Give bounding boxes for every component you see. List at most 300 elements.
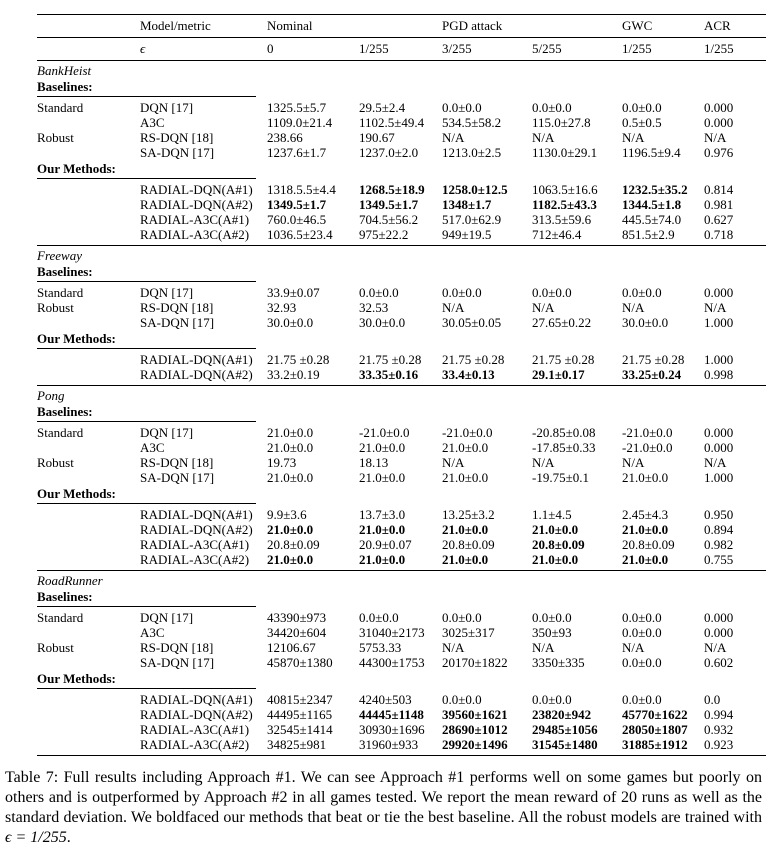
value-gwc-1-255: 1344.5±1.8 — [622, 197, 682, 212]
our-methods-rule — [37, 178, 256, 179]
value-gwc-1-255: 0.0±0.0 — [622, 625, 662, 640]
value-gwc-1-255: -21.0±0.0 — [622, 425, 673, 440]
baselines-label: Baselines: — [37, 589, 93, 604]
value-gwc-1-255: 20.8±0.09 — [622, 537, 675, 552]
value-pgd-3-255: 29920±1496 — [442, 737, 508, 752]
model-name: SA-DQN [17] — [140, 655, 215, 670]
value-gwc-1-255: N/A — [622, 640, 645, 655]
table-row — [37, 552, 766, 567]
row-group-label — [37, 722, 140, 737]
value-acr-1-255: N/A — [704, 130, 727, 145]
epsilon-pgd-5-255: 5/255 — [532, 41, 562, 56]
value-acr-1-255: 0.976 — [704, 145, 734, 160]
value-acr-1-255: 0.000 — [704, 610, 734, 625]
value-pgd-3-255: 21.0±0.0 — [442, 440, 489, 455]
caption-period: . — [66, 829, 71, 846]
header-spacer — [37, 38, 140, 60]
row-group-label: Robust — [37, 300, 74, 315]
table-row — [37, 522, 766, 537]
table-row — [37, 197, 766, 212]
value-nominal-0: 45870±1380 — [267, 655, 333, 670]
row-group-label: Robust — [37, 455, 74, 470]
row-group-label — [37, 227, 140, 242]
value-pgd-3-255: 1213.0±2.5 — [442, 145, 502, 160]
value-nominal-1-255: 31960±933 — [359, 737, 419, 752]
value-nominal-0: 21.75 ±0.28 — [267, 352, 330, 367]
value-acr-1-255: 0.982 — [704, 537, 734, 552]
value-nominal-1-255: 1102.5±49.4 — [359, 115, 425, 130]
value-acr-1-255: 0.000 — [704, 625, 734, 640]
table-row — [37, 300, 766, 315]
header-nominal: Nominal — [267, 18, 313, 33]
value-pgd-3-255: 28690±1012 — [442, 722, 508, 737]
value-pgd-5-255: 31545±1480 — [532, 737, 598, 752]
model-name: RADIAL-A3C(A#1) — [140, 722, 250, 737]
value-gwc-1-255: 445.5±74.0 — [622, 212, 682, 227]
value-nominal-1-255: 704.5±56.2 — [359, 212, 419, 227]
row-group-label — [37, 145, 140, 160]
model-name: RS-DQN [18] — [140, 455, 214, 470]
table-row — [37, 707, 766, 722]
table-body — [37, 64, 766, 756]
table-row — [37, 367, 766, 382]
game-section — [37, 574, 766, 756]
value-pgd-3-255: 21.0±0.0 — [442, 522, 489, 537]
value-acr-1-255: 0.000 — [704, 115, 734, 130]
section-bottom-rule — [37, 385, 766, 386]
value-nominal-1-255: 21.0±0.0 — [359, 522, 406, 537]
value-acr-1-255: 0.923 — [704, 737, 734, 752]
table-row — [37, 455, 766, 470]
value-gwc-1-255: 0.0±0.0 — [622, 610, 662, 625]
value-nominal-0: 32545±1414 — [267, 722, 333, 737]
game-title: BankHeist — [37, 63, 92, 78]
game-title: RoadRunner — [37, 573, 103, 588]
baseline-rows — [37, 100, 766, 160]
value-nominal-0: 1109.0±21.4 — [267, 115, 333, 130]
value-acr-1-255: 0.755 — [704, 552, 734, 567]
value-gwc-1-255: 0.0±0.0 — [622, 692, 662, 707]
header-spacer — [359, 15, 442, 37]
value-acr-1-255: 0.994 — [704, 707, 734, 722]
value-gwc-1-255: 21.0±0.0 — [622, 522, 669, 537]
epsilon-pgd-3-255: 3/255 — [442, 41, 472, 56]
epsilon-gwc-1-255: 1/255 — [622, 41, 652, 56]
value-pgd-3-255: N/A — [442, 300, 465, 315]
value-nominal-0: 43390±973 — [267, 610, 327, 625]
value-acr-1-255: 1.000 — [704, 352, 734, 367]
row-group-label — [37, 115, 140, 130]
value-gwc-1-255: 33.25±0.24 — [622, 367, 682, 382]
value-pgd-5-255: 1063.5±16.6 — [532, 182, 598, 197]
header-pgd-attack: PGD attack — [442, 18, 503, 33]
table-row — [37, 737, 766, 752]
value-acr-1-255: 0.627 — [704, 212, 734, 227]
value-pgd-3-255: 0.0±0.0 — [442, 100, 482, 115]
value-nominal-0: 32.93 — [267, 300, 297, 315]
value-nominal-0: 40815±2347 — [267, 692, 333, 707]
value-gwc-1-255: 0.0±0.0 — [622, 100, 662, 115]
our-methods-rule — [37, 688, 256, 689]
value-pgd-5-255: -20.85±0.08 — [532, 425, 596, 440]
value-pgd-3-255: 0.0±0.0 — [442, 610, 482, 625]
row-group-label — [37, 470, 140, 485]
value-gwc-1-255: 2.45±4.3 — [622, 507, 669, 522]
value-nominal-0: 33.9±0.07 — [267, 285, 320, 300]
model-name: RADIAL-DQN(A#2) — [140, 197, 253, 212]
value-nominal-0: 1325.5±5.7 — [267, 100, 327, 115]
table-row — [37, 315, 766, 330]
game-title: Freeway — [37, 248, 82, 263]
table-row — [37, 100, 766, 115]
value-nominal-1-255: 21.0±0.0 — [359, 440, 406, 455]
value-pgd-3-255: 949±19.5 — [442, 227, 492, 242]
value-pgd-5-255: 20.8±0.09 — [532, 537, 585, 552]
value-pgd-3-255: 33.4±0.13 — [442, 367, 495, 382]
row-group-label — [37, 552, 140, 567]
table-row — [37, 130, 766, 145]
value-pgd-5-255: 1182.5±43.3 — [532, 197, 597, 212]
value-nominal-1-255: 13.7±3.0 — [359, 507, 406, 522]
value-pgd-3-255: 1348±1.7 — [442, 197, 492, 212]
value-gwc-1-255: 45770±1622 — [622, 707, 688, 722]
value-nominal-0: 34420±604 — [267, 625, 327, 640]
our-methods-rule — [37, 348, 256, 349]
value-nominal-1-255: 29.5±2.4 — [359, 100, 406, 115]
results-table — [37, 14, 766, 756]
table-row — [37, 722, 766, 737]
header-spacer — [532, 15, 622, 37]
row-group-label — [37, 655, 140, 670]
model-name: RS-DQN [18] — [140, 130, 214, 145]
model-name: RADIAL-DQN(A#2) — [140, 707, 253, 722]
value-nominal-0: 1349.5±1.7 — [267, 197, 327, 212]
baseline-rows — [37, 425, 766, 485]
row-group-label — [37, 522, 140, 537]
header-acr: ACR — [704, 18, 731, 33]
value-pgd-5-255: 27.65±0.22 — [532, 315, 592, 330]
row-group-label — [37, 197, 140, 212]
value-nominal-1-255: 0.0±0.0 — [359, 610, 399, 625]
value-nominal-0: 21.0±0.0 — [267, 440, 314, 455]
value-acr-1-255: 1.000 — [704, 470, 734, 485]
value-nominal-0: 19.73 — [267, 455, 297, 470]
row-group-label — [37, 625, 140, 640]
game-section — [37, 249, 766, 386]
value-pgd-5-255: 1.1±4.5 — [532, 507, 572, 522]
section-bottom-rule — [37, 245, 766, 246]
table-row — [37, 692, 766, 707]
value-pgd-3-255: N/A — [442, 640, 465, 655]
baselines-label: Baselines: — [37, 404, 93, 419]
game-title: Pong — [37, 388, 65, 403]
value-pgd-5-255: 29.1±0.17 — [532, 367, 585, 382]
model-name: SA-DQN [17] — [140, 470, 215, 485]
baselines-label: Baselines: — [37, 264, 93, 279]
game-section — [37, 64, 766, 246]
table-row — [37, 640, 766, 655]
value-nominal-1-255: 21.0±0.0 — [359, 552, 406, 567]
value-pgd-5-255: 0.0±0.0 — [532, 100, 572, 115]
row-group-label — [37, 367, 140, 382]
our-methods-label: Our Methods: — [37, 486, 116, 501]
row-group-label: Standard — [37, 425, 84, 440]
table-caption — [5, 768, 762, 848]
row-group-label — [37, 707, 140, 722]
value-gwc-1-255: 1196.5±9.4 — [622, 145, 681, 160]
value-nominal-1-255: -21.0±0.0 — [359, 425, 410, 440]
value-gwc-1-255: 28050±1807 — [622, 722, 688, 737]
value-nominal-0: 1318.5.5±4.4 — [267, 182, 336, 197]
epsilon-symbol: ϵ — [140, 41, 146, 56]
model-name: RADIAL-DQN(A#2) — [140, 522, 253, 537]
value-pgd-5-255: N/A — [532, 640, 555, 655]
row-group-label — [37, 182, 140, 197]
table-row — [37, 470, 766, 485]
value-acr-1-255: N/A — [704, 300, 727, 315]
header-gwc: GWC — [622, 18, 653, 33]
method-rows — [37, 182, 766, 242]
caption-text: Table 7: Full results including Approach #1. We can see Approach #1 performs well on some games but poorly on others and is outperformed by Approach #2 in all games tested. We report the mean reward of 20 runs as well as the standard deviation. We boldfaced our methods that beat or tie the best baseline. All the robust models are trained with — [5, 769, 762, 826]
row-group-label: Standard — [37, 285, 84, 300]
value-nominal-1-255: 18.13 — [359, 455, 389, 470]
table-row — [37, 610, 766, 625]
value-pgd-5-255: -17.85±0.33 — [532, 440, 596, 455]
value-acr-1-255: 0.814 — [704, 182, 734, 197]
baselines-rule — [37, 281, 256, 282]
value-nominal-0: 1237.6±1.7 — [267, 145, 327, 160]
table-row — [37, 227, 766, 242]
value-pgd-5-255: 0.0±0.0 — [532, 610, 572, 625]
section-bottom-rule — [37, 755, 766, 756]
game-section — [37, 389, 766, 571]
value-pgd-3-255: 3025±317 — [442, 625, 495, 640]
value-pgd-5-255: 21.0±0.0 — [532, 552, 579, 567]
row-group-label — [37, 212, 140, 227]
model-name: RADIAL-A3C(A#2) — [140, 737, 250, 752]
value-nominal-1-255: 21.0±0.0 — [359, 470, 406, 485]
value-pgd-5-255: N/A — [532, 130, 555, 145]
table-header-row — [37, 15, 766, 37]
model-name: RADIAL-A3C(A#2) — [140, 552, 250, 567]
value-gwc-1-255: 0.0±0.0 — [622, 655, 662, 670]
our-methods-label: Our Methods: — [37, 671, 116, 686]
value-nominal-0: 21.0±0.0 — [267, 522, 314, 537]
value-nominal-1-255: 33.35±0.16 — [359, 367, 419, 382]
model-name: RADIAL-A3C(A#1) — [140, 212, 250, 227]
epsilon-row — [37, 38, 766, 60]
model-name: RS-DQN [18] — [140, 640, 214, 655]
value-gwc-1-255: N/A — [622, 130, 645, 145]
value-nominal-0: 21.0±0.0 — [267, 470, 314, 485]
model-name: DQN [17] — [140, 100, 194, 115]
baseline-rows — [37, 285, 766, 330]
baselines-rule — [37, 606, 256, 607]
value-nominal-0: 12106.67 — [267, 640, 316, 655]
model-name: A3C — [140, 625, 165, 640]
value-gwc-1-255: 21.0±0.0 — [622, 470, 669, 485]
value-nominal-1-255: 1268.5±18.9 — [359, 182, 425, 197]
model-name: RS-DQN [18] — [140, 300, 214, 315]
value-nominal-0: 760.0±46.5 — [267, 212, 327, 227]
value-acr-1-255: 0.000 — [704, 425, 734, 440]
value-pgd-5-255: 0.0±0.0 — [532, 692, 572, 707]
baseline-rows — [37, 610, 766, 670]
value-nominal-1-255: 30.0±0.0 — [359, 315, 406, 330]
epsilon-divider-rule — [37, 60, 766, 61]
table-row — [37, 352, 766, 367]
model-name: RADIAL-DQN(A#1) — [140, 352, 253, 367]
method-rows — [37, 352, 766, 382]
row-group-label — [37, 315, 140, 330]
value-nominal-1-255: 44445±1148 — [359, 707, 424, 722]
value-pgd-3-255: 13.25±3.2 — [442, 507, 495, 522]
value-pgd-3-255: 21.0±0.0 — [442, 552, 489, 567]
table-row — [37, 655, 766, 670]
value-pgd-3-255: -21.0±0.0 — [442, 425, 493, 440]
value-nominal-1-255: 44300±1753 — [359, 655, 425, 670]
model-name: A3C — [140, 440, 165, 455]
value-nominal-0: 21.0±0.0 — [267, 425, 314, 440]
value-pgd-5-255: 115.0±27.8 — [532, 115, 591, 130]
value-pgd-3-255: 20170±1822 — [442, 655, 508, 670]
row-group-label: Standard — [37, 610, 84, 625]
value-pgd-5-255: 3350±335 — [532, 655, 585, 670]
value-nominal-1-255: 32.53 — [359, 300, 389, 315]
value-pgd-5-255: 0.0±0.0 — [532, 285, 572, 300]
model-name: SA-DQN [17] — [140, 145, 215, 160]
value-pgd-5-255: 21.75 ±0.28 — [532, 352, 595, 367]
our-methods-rule — [37, 503, 256, 504]
value-pgd-3-255: 21.75 ±0.28 — [442, 352, 505, 367]
model-name: DQN [17] — [140, 610, 194, 625]
baselines-rule — [37, 96, 256, 97]
value-gwc-1-255: 21.0±0.0 — [622, 552, 669, 567]
our-methods-label: Our Methods: — [37, 331, 116, 346]
value-pgd-3-255: 0.0±0.0 — [442, 692, 482, 707]
epsilon-nominal-1-255: 1/255 — [359, 41, 389, 56]
value-nominal-1-255: 190.67 — [359, 130, 395, 145]
value-nominal-0: 238.66 — [267, 130, 303, 145]
value-nominal-1-255: 30930±1696 — [359, 722, 425, 737]
table-row — [37, 425, 766, 440]
model-name: A3C — [140, 115, 165, 130]
value-pgd-5-255: 1130.0±29.1 — [532, 145, 598, 160]
value-pgd-5-255: 350±93 — [532, 625, 572, 640]
value-gwc-1-255: 0.5±0.5 — [622, 115, 662, 130]
value-nominal-0: 1036.5±23.4 — [267, 227, 333, 242]
value-nominal-1-255: 4240±503 — [359, 692, 412, 707]
value-nominal-1-255: 975±22.2 — [359, 227, 409, 242]
value-nominal-0: 33.2±0.19 — [267, 367, 320, 382]
value-pgd-3-255: N/A — [442, 455, 465, 470]
value-nominal-0: 9.9±3.6 — [267, 507, 307, 522]
value-pgd-3-255: 20.8±0.09 — [442, 537, 495, 552]
row-group-label — [37, 507, 140, 522]
table-row — [37, 537, 766, 552]
value-gwc-1-255: 21.75 ±0.28 — [622, 352, 685, 367]
value-nominal-1-255: 21.75 ±0.28 — [359, 352, 422, 367]
value-pgd-5-255: 313.5±59.6 — [532, 212, 592, 227]
value-nominal-1-255: 20.9±0.07 — [359, 537, 412, 552]
model-name: RADIAL-A3C(A#1) — [140, 537, 250, 552]
value-gwc-1-255: N/A — [622, 300, 645, 315]
value-acr-1-255: 0.0 — [704, 692, 721, 707]
caption-epsilon: ϵ = 1/255 — [5, 829, 67, 846]
model-name: DQN [17] — [140, 425, 194, 440]
value-acr-1-255: 0.981 — [704, 197, 734, 212]
section-bottom-rule — [37, 570, 766, 571]
row-group-label — [37, 440, 140, 455]
value-pgd-5-255: 21.0±0.0 — [532, 522, 579, 537]
value-acr-1-255: 0.950 — [704, 507, 734, 522]
table-row — [37, 625, 766, 640]
table-row — [37, 212, 766, 227]
model-name: RADIAL-DQN(A#1) — [140, 182, 253, 197]
value-nominal-1-255: 5753.33 — [359, 640, 402, 655]
value-pgd-3-255: 517.0±62.9 — [442, 212, 502, 227]
value-pgd-5-255: N/A — [532, 300, 555, 315]
epsilon-acr-1-255: 1/255 — [704, 41, 734, 56]
value-acr-1-255: 0.602 — [704, 655, 734, 670]
value-nominal-0: 20.8±0.09 — [267, 537, 320, 552]
value-nominal-1-255: 1237.0±2.0 — [359, 145, 419, 160]
value-gwc-1-255: 30.0±0.0 — [622, 315, 669, 330]
value-gwc-1-255: 31885±1912 — [622, 737, 688, 752]
row-group-label: Standard — [37, 100, 84, 115]
value-pgd-3-255: 1258.0±12.5 — [442, 182, 508, 197]
value-gwc-1-255: N/A — [622, 455, 645, 470]
value-pgd-3-255: N/A — [442, 130, 465, 145]
value-acr-1-255: N/A — [704, 455, 727, 470]
value-pgd-3-255: 30.05±0.05 — [442, 315, 502, 330]
table-row — [37, 182, 766, 197]
baselines-label: Baselines: — [37, 79, 93, 94]
row-group-label — [37, 537, 140, 552]
table-row — [37, 285, 766, 300]
value-gwc-1-255: 1232.5±35.2 — [622, 182, 688, 197]
table-row — [37, 440, 766, 455]
value-pgd-5-255: N/A — [532, 455, 555, 470]
header-model-metric: Model/metric — [140, 18, 211, 33]
model-name: RADIAL-DQN(A#1) — [140, 692, 253, 707]
value-acr-1-255: 0.000 — [704, 285, 734, 300]
value-acr-1-255: 0.894 — [704, 522, 734, 537]
baselines-rule — [37, 421, 256, 422]
value-pgd-5-255: 712±46.4 — [532, 227, 582, 242]
row-group-label: Robust — [37, 130, 74, 145]
value-nominal-1-255: 1349.5±1.7 — [359, 197, 419, 212]
value-nominal-0: 44495±1165 — [267, 707, 333, 722]
value-nominal-1-255: 31040±2173 — [359, 625, 425, 640]
value-nominal-0: 30.0±0.0 — [267, 315, 314, 330]
table-row — [37, 145, 766, 160]
value-pgd-5-255: 23820±942 — [532, 707, 592, 722]
model-name: RADIAL-DQN(A#2) — [140, 367, 253, 382]
value-acr-1-255: 0.000 — [704, 440, 734, 455]
row-group-label: Robust — [37, 640, 74, 655]
value-gwc-1-255: 851.5±2.9 — [622, 227, 675, 242]
model-name: SA-DQN [17] — [140, 315, 215, 330]
value-acr-1-255: 0.718 — [704, 227, 734, 242]
our-methods-label: Our Methods: — [37, 161, 116, 176]
value-acr-1-255: 0.000 — [704, 100, 734, 115]
model-name: RADIAL-DQN(A#1) — [140, 507, 253, 522]
model-name: RADIAL-A3C(A#2) — [140, 227, 250, 242]
row-group-label — [37, 737, 140, 752]
method-rows — [37, 507, 766, 567]
table-row — [37, 115, 766, 130]
